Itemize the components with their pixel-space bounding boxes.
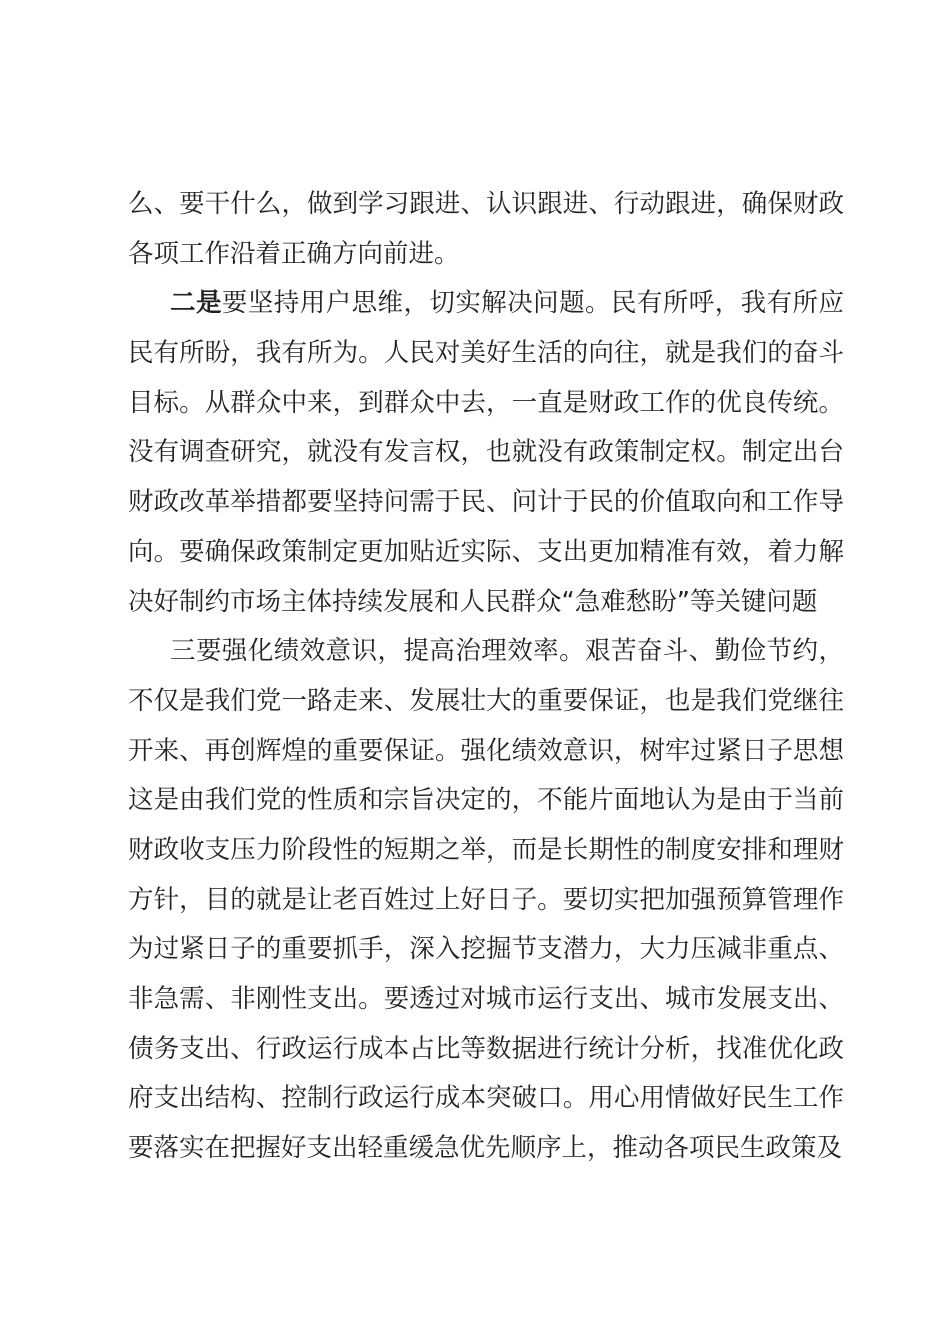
paragraph-2-line-7: 决好制约市场主体持续发展和人民群众“急难愁盼”等关键问题 [128,586,818,617]
paragraph-3-line-1: 三要强化绩效意识，提高治理效率。艰苦奋斗、勤俭节约， [170,636,844,667]
paragraph-1-line-2: 各项工作沿着正确方向前进。 [128,238,460,269]
paragraph-3-line-7: 为过紧日子的重要抓手，深入挖掘节支潜力，大力压减非重点、 [128,934,844,965]
paragraph-3-line-10: 府支出结构、控制行政运行成本突破口。用心用情做好民生工作 [128,1083,844,1114]
paragraph-3-line-4: 这是由我们党的性质和宗旨决定的，不能片面地认为是由于当前 [128,785,844,816]
paragraph-3-line-5: 财政收支压力阶段性的短期之举，而是长期性的制度安排和理财 [128,834,844,865]
paragraph-3-line-8: 非急需、非刚性支出。要透过对城市运行支出、城市发展支出、 [128,984,844,1014]
paragraph-2-first-rest: 要坚持用户思维，切实解决问题。民有所呼，我有所应 [221,288,844,319]
paragraph-3-line-3: 开来、再创辉煌的重要保证。强化绩效意识，树牢过紧日子思想 [128,735,844,766]
paragraph-2-line-2: 民有所盼，我有所为。人民对美好生活的向往，就是我们的奋斗 [128,338,844,369]
body-text [128,180,844,1174]
paragraph-3-line-9: 债务支出、行政运行成本占比等数据进行统计分析，找准优化政 [128,1033,844,1064]
paragraph-2-line-3: 目标。从群众中来，到群众中去，一直是财政工作的优良传统。 [128,387,844,418]
paragraph-2-line-1 [128,279,844,329]
paragraph-1-line-1: 么、要干什么，做到学习跟进、认识跟进、行动跟进，确保财政 [128,189,844,219]
paragraph-2-line-6: 向。要确保政策制定更加贴近实际、支出更加精准有效，着力解 [128,536,844,567]
paragraph-2-lead: 二是 [170,288,222,319]
paragraph-3-line-2: 不仅是我们党一路走来、发展壮大的重要保证，也是我们党继往 [128,685,844,716]
paragraph-3-line-11: 要落实在把握好支出轻重缓急优先顺序上，推动各项民生政策及 [128,1133,843,1164]
paragraph-3-line-6: 方针，目的就是让老百姓过上好日子。要切实把加强预算管理作 [128,884,844,915]
paragraph-2-line-5: 财政改革举措都要坚持问需于民、问计于民的价值取向和工作导 [128,487,844,518]
paragraph-2-line-4: 没有调查研究，就没有发言权，也就没有政策制定权。制定出台 [128,437,844,468]
